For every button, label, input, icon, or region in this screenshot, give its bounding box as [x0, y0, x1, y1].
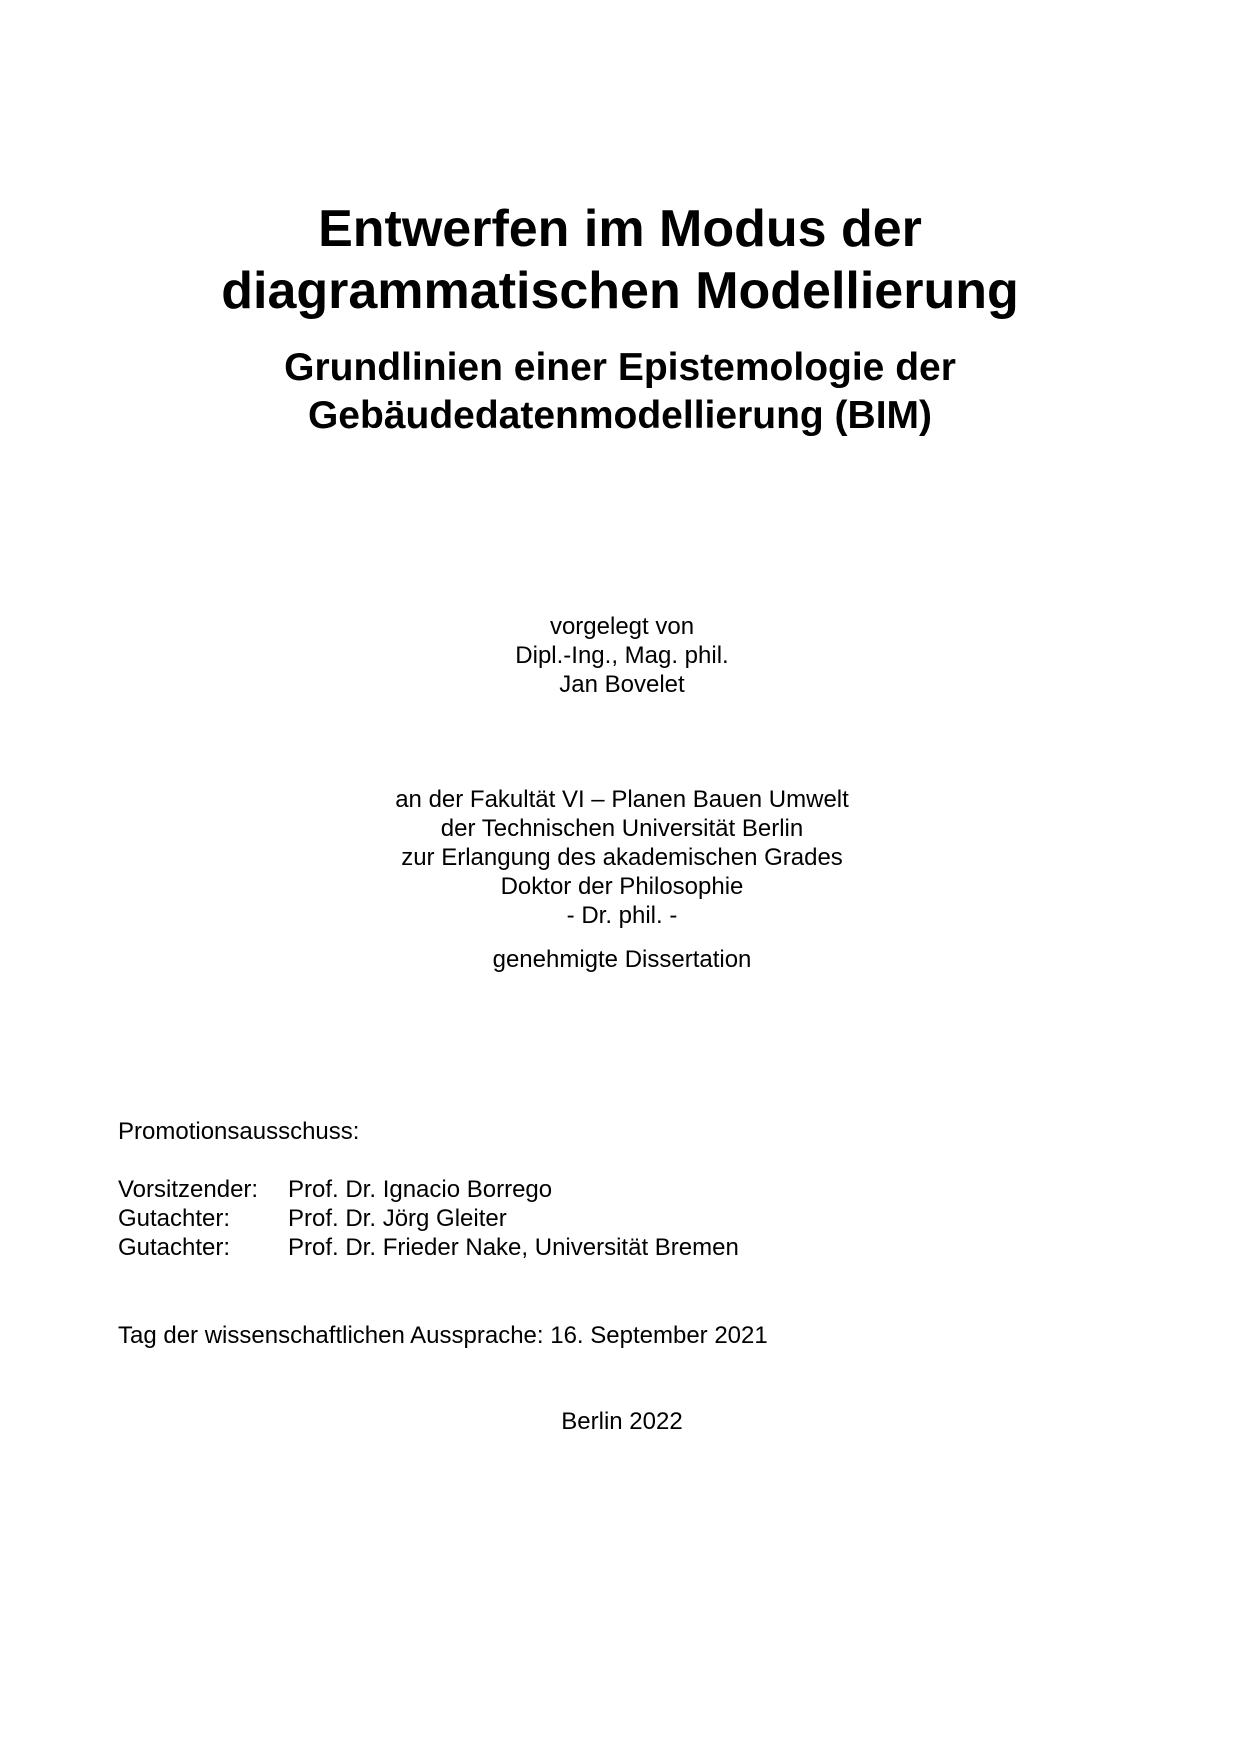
dissertation-type: genehmigte Dissertation: [492, 946, 752, 973]
committee-role: Gutachter:: [118, 1234, 231, 1261]
committee-name: Prof. Dr. Frieder Nake, Universität Bremen: [288, 1234, 739, 1261]
degree-name-line: Doktor der Philosophie: [500, 873, 744, 900]
committee-member: [118, 1233, 739, 1262]
author-degree: Dipl.-Ing., Mag. phil.: [515, 642, 729, 669]
defense-date: Tag der wissenschaftlichen Aussprache: 16. September 2021: [118, 1322, 768, 1349]
committee-list: [118, 1175, 739, 1262]
document-title: [0, 198, 1240, 322]
degree-abbreviation-line: - Dr. phil. -: [566, 902, 678, 929]
author-name: Jan Bovelet: [559, 671, 685, 698]
committee-heading: Promotionsausschuss:: [118, 1118, 360, 1145]
document-subtitle: [0, 344, 1240, 440]
subtitle-line: Grundlinien einer Epistemologie der: [284, 346, 956, 389]
title-line: diagrammatischen Modellierung: [221, 262, 1019, 320]
submitted-by-label: vorgelegt von: [549, 613, 695, 640]
committee-role: Gutachter:: [118, 1205, 231, 1232]
committee-name: Prof. Dr. Ignacio Borrego: [288, 1176, 553, 1203]
author-block: [2, 612, 1240, 699]
committee-member: [118, 1204, 739, 1233]
committee-role: Vorsitzender:: [118, 1176, 259, 1203]
degree-purpose-line: zur Erlangung des akademischen Grades: [401, 844, 843, 871]
place-year: Berlin 2022: [561, 1408, 683, 1435]
faculty-line: an der Fakultät VI – Planen Bauen Umwelt: [395, 786, 849, 813]
committee-member: [118, 1175, 739, 1204]
committee-name: Prof. Dr. Jörg Gleiter: [288, 1205, 507, 1232]
university-line: der Technischen Universität Berlin: [440, 815, 804, 842]
title-line: Entwerfen im Modus der: [318, 200, 922, 258]
faculty-block: [2, 785, 1240, 930]
subtitle-line: Gebäudedatenmodellierung (BIM): [307, 394, 933, 437]
